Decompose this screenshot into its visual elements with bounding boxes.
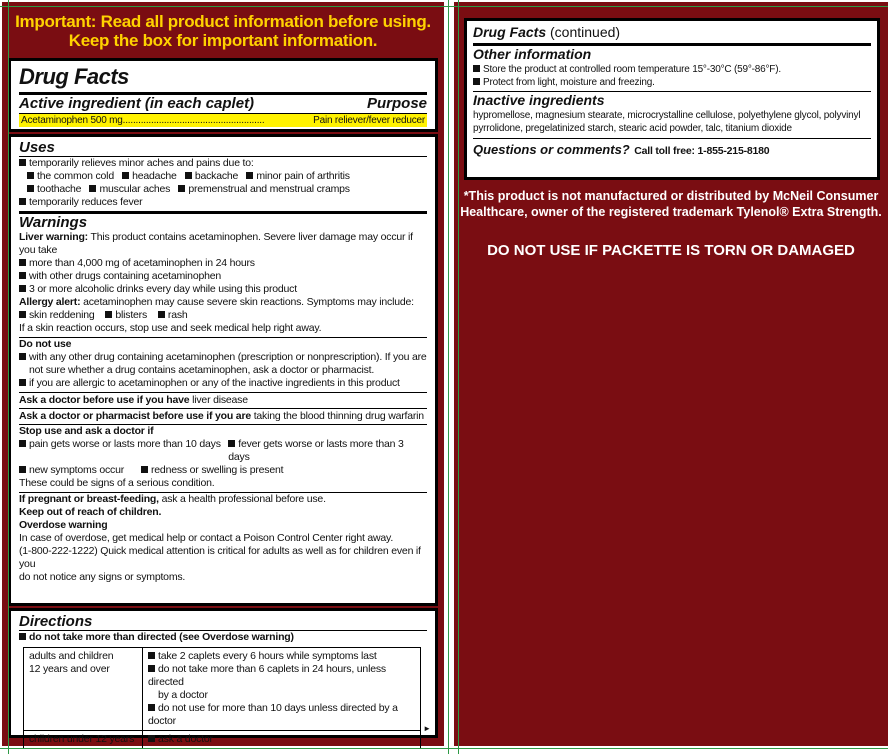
- drug-facts-title: Drug Facts: [19, 64, 129, 89]
- uses-item: muscular aches: [89, 183, 170, 195]
- divider: [473, 138, 871, 139]
- ask-pharmacist-text: taking the blood thinning drug warfarin: [253, 410, 424, 422]
- overdose-line: (1-800-222-1222) Quick medical attention is critical for adults as well as for children even if you: [19, 545, 421, 570]
- trademark-disclaimer: [454, 188, 888, 220]
- uses-item: toothache: [27, 183, 81, 195]
- disclaimer-line: *This product is not manufactured or distributed by McNeil Consumer: [463, 189, 879, 203]
- table-row: [24, 731, 421, 749]
- pregnant-text: ask a health professional before use.: [161, 493, 326, 505]
- other-info-item: Store the product at controlled room temperature 15°-30°C (59°-86°F).: [473, 63, 871, 76]
- warnings-heading: Warnings: [19, 214, 88, 231]
- uses-fever: temporarily reduces fever: [19, 196, 427, 209]
- allergy-item: rash: [158, 309, 188, 321]
- pregnant-label: If pregnant or breast-feeding,: [19, 493, 159, 505]
- directions-intro: do not take more than directed (see Overdose warning): [19, 631, 427, 644]
- directions-age-cell: children under 12 years: [24, 731, 143, 749]
- ask-doctor-label: Ask a doctor before use if you have: [19, 394, 190, 406]
- leader-dots: .......................................................: [122, 115, 265, 126]
- crop-guide: [0, 748, 888, 749]
- uses-item: headache: [122, 170, 177, 182]
- disclaimer-line: Healthcare, owner of the registered trademark Tylenol® Extra Strength.: [460, 205, 882, 219]
- stop-use-row-2: [19, 464, 427, 477]
- important-line-1: Important: Read all product information before using.: [15, 12, 431, 31]
- uses-warnings-box: [8, 134, 438, 606]
- continued-title: [473, 24, 871, 41]
- ask-pharmacist: [19, 409, 427, 424]
- purpose-heading: Purpose: [366, 95, 427, 112]
- allergy-after: If a skin reaction occurs, stop use and seek medical help right away.: [19, 322, 322, 334]
- uses-item: the common cold: [27, 170, 114, 182]
- allergy-item: skin reddening: [19, 309, 95, 321]
- direction-item: ask a doctor: [148, 733, 213, 745]
- direction-item: do not take more than 6 caplets in 24 hours, unless directed: [148, 663, 415, 689]
- direction-item-cont: by a doctor: [158, 689, 208, 701]
- active-ingredient-row: [19, 114, 427, 127]
- allergy-alert-text: acetaminophen may cause severe skin reactions. Symptoms may include:: [83, 296, 414, 308]
- overdose-line: In case of overdose, get medical help or contact a Poison Control Center right away.: [19, 532, 394, 544]
- uses-item: premenstrual and menstrual cramps: [178, 183, 349, 195]
- age-label: adults and children: [29, 650, 114, 662]
- continued-title-main: Drug Facts: [473, 24, 547, 40]
- liver-warning: [19, 231, 427, 257]
- right-panel: [454, 2, 888, 746]
- direction-item: do not use for more than 10 days unless directed by a doctor: [148, 702, 415, 728]
- questions-line: [473, 141, 871, 159]
- allergy-alert-label: Allergy alert:: [19, 296, 81, 308]
- directions-heading: Directions: [19, 613, 93, 630]
- questions-text: Call toll free: 1-855-215-8180: [634, 145, 770, 157]
- overdose-heading: Overdose warning: [19, 519, 108, 531]
- ask-pharmacist-label: Ask a doctor or pharmacist before use if you are: [19, 410, 251, 422]
- purpose-value: Pain reliever/fever reducer: [313, 115, 425, 126]
- active-ingredient-heading: Active ingredient (in each caplet): [19, 95, 255, 112]
- uses-heading: Uses: [19, 139, 55, 156]
- crop-guide: [8, 0, 9, 754]
- allergy-items: [19, 309, 427, 322]
- do-not-use-item: if you are allergic to acetaminophen or any of the inactive ingredients in this product: [19, 377, 427, 390]
- directions-box: [8, 608, 438, 745]
- other-info-heading: Other information: [473, 46, 592, 62]
- inactive-heading: Inactive ingredients: [473, 92, 605, 108]
- uses-row-1: [19, 170, 427, 183]
- do-not-use-item-cont: not sure whether a drug contains acetaminophen, ask a doctor or pharmacist.: [29, 364, 375, 376]
- directions-age-cell: [24, 648, 143, 731]
- stop-use-after: These could be signs of a serious condition.: [19, 477, 215, 489]
- packette-warning: DO NOT USE IF PACKETTE IS TORN OR DAMAGED: [487, 242, 855, 259]
- liver-item: more than 4,000 mg of acetaminophen in 24 hours: [19, 257, 427, 270]
- stop-use-item: pain gets worse or lasts more than 10 days: [19, 438, 228, 464]
- drug-facts-box: [8, 58, 438, 132]
- uses-item: minor pain of arthritis: [246, 170, 349, 182]
- questions-label: Questions or comments?: [473, 142, 630, 157]
- crop-guide: [0, 6, 888, 7]
- stop-use-row-1: [19, 438, 427, 464]
- inactive-line: hypromellose, magnesium stearate, microcrystalline cellulose, polyethylene glycol, polyvinyl: [473, 110, 861, 121]
- liver-warning-label: Liver warning:: [19, 231, 88, 243]
- do-not-use-heading: Do not use: [19, 338, 72, 350]
- other-info-item: Protect from light, moisture and freezing.: [473, 76, 871, 89]
- do-not-use-item: with any other drug containing acetaminophen (prescription or nonprescription). If you are: [19, 351, 427, 364]
- stop-use-item: redness or swelling is present: [141, 464, 283, 477]
- crop-guide: [458, 0, 459, 754]
- stop-use-item: fever gets worse or lasts more than 3 days: [228, 438, 427, 464]
- ask-doctor-text: liver disease: [192, 394, 248, 406]
- uses-row-2: [19, 183, 427, 196]
- direction-item: take 2 caplets every 6 hours while symptoms last: [148, 650, 415, 663]
- liver-warning-text: This product contains acetaminophen. Severe liver damage may occur if you take: [19, 231, 413, 256]
- uses-item: backache: [185, 170, 238, 182]
- inactive-line: pyrrolidone, pregelatinized starch, stearic acid powder, talc, titanium dioxide: [473, 123, 792, 134]
- directions-instructions-cell: [143, 731, 421, 749]
- liver-item: with other drugs containing acetaminophen: [19, 270, 427, 283]
- stop-use-item: new symptoms occur: [19, 464, 141, 477]
- table-row: [24, 648, 421, 731]
- allergy-item: blisters: [105, 309, 147, 321]
- liver-item: 3 or more alcoholic drinks every day while using this product: [19, 283, 427, 296]
- continued-title-suffix: (continued): [550, 24, 621, 40]
- important-notice: [2, 12, 444, 50]
- pregnant-warning: [19, 493, 427, 506]
- age-label: 12 years and over: [29, 663, 110, 675]
- keep-out-of-reach: Keep out of reach of children.: [19, 506, 162, 518]
- directions-table: [23, 647, 421, 749]
- continue-arrow-icon: ►: [423, 724, 431, 733]
- ask-doctor: [19, 393, 427, 408]
- overdose-line: do not notice any signs or symptoms.: [19, 571, 186, 583]
- stop-use-heading: Stop use and ask a doctor if: [19, 425, 154, 437]
- crop-guide: [448, 0, 449, 754]
- important-line-2: Keep the box for important information.: [68, 31, 378, 50]
- active-ingredient-name: Acetaminophen 500 mg: [21, 115, 123, 126]
- active-ingredient-header: [19, 95, 427, 114]
- directions-instructions-cell: [143, 648, 421, 731]
- drug-facts-continued-box: [464, 18, 880, 180]
- uses-intro: temporarily relieves minor aches and pains due to:: [19, 157, 427, 170]
- allergy-alert: [19, 296, 427, 309]
- left-panel: [2, 2, 444, 746]
